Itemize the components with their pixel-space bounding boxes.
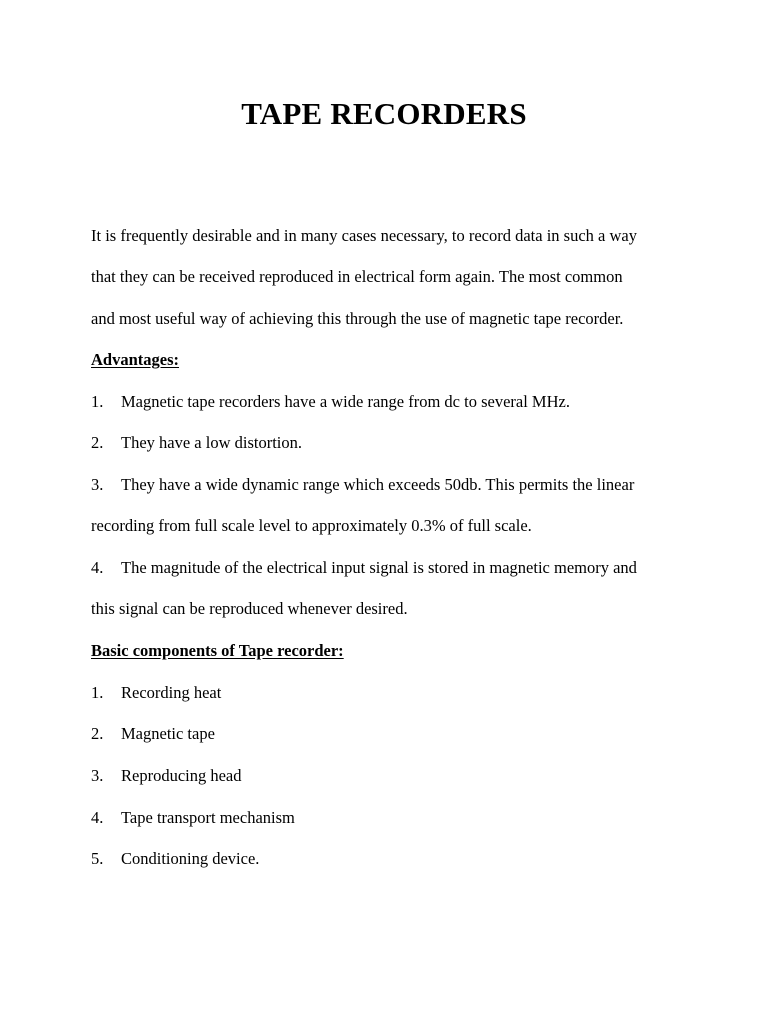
component-text: Magnetic tape <box>121 724 215 743</box>
component-item <box>91 807 295 829</box>
list-number: 1. <box>91 392 104 411</box>
intro-line: It is frequently desirable and in many cases necessary, to record data in such a way <box>91 226 637 245</box>
component-item <box>91 682 221 704</box>
list-number: 3. <box>91 475 104 494</box>
advantage-item <box>91 432 302 454</box>
advantage-text: They have a low distortion. <box>121 433 303 452</box>
list-number: 3. <box>91 766 104 785</box>
component-text: Reproducing head <box>121 766 242 785</box>
list-number: 1. <box>91 683 104 702</box>
component-text: Tape transport mechanism <box>121 808 295 827</box>
advantage-text: Magnetic tape recorders have a wide range from dc to several MHz. <box>121 392 570 411</box>
component-item <box>91 723 215 745</box>
component-text: Conditioning device. <box>121 849 260 868</box>
component-text: Recording heat <box>121 683 222 702</box>
component-item <box>91 848 259 870</box>
advantage-text: They have a wide dynamic range which exceeds 50db. This permits the linear <box>121 475 635 494</box>
advantages-heading: Advantages: <box>91 350 180 369</box>
list-number: 5. <box>91 849 104 868</box>
advantage-item <box>91 557 637 579</box>
intro-line: that they can be received reproduced in electrical form again. The most common <box>91 267 623 286</box>
list-number: 4. <box>91 808 104 827</box>
advantage-item <box>91 474 634 496</box>
advantage-item <box>91 391 570 413</box>
list-number: 2. <box>91 724 104 743</box>
intro-line: and most useful way of achieving this through the use of magnetic tape recorder. <box>91 309 624 328</box>
list-number: 2. <box>91 433 104 452</box>
page-title: TAPE RECORDERS <box>241 96 527 131</box>
list-number: 4. <box>91 558 104 577</box>
advantage-continuation: recording from full scale level to approximately 0.3% of full scale. <box>91 516 532 535</box>
advantage-text: The magnitude of the electrical input signal is stored in magnetic memory and <box>121 558 637 577</box>
components-heading: Basic components of Tape recorder: <box>91 641 344 660</box>
advantage-continuation: this signal can be reproduced whenever desired. <box>91 599 408 618</box>
component-item <box>91 765 242 787</box>
